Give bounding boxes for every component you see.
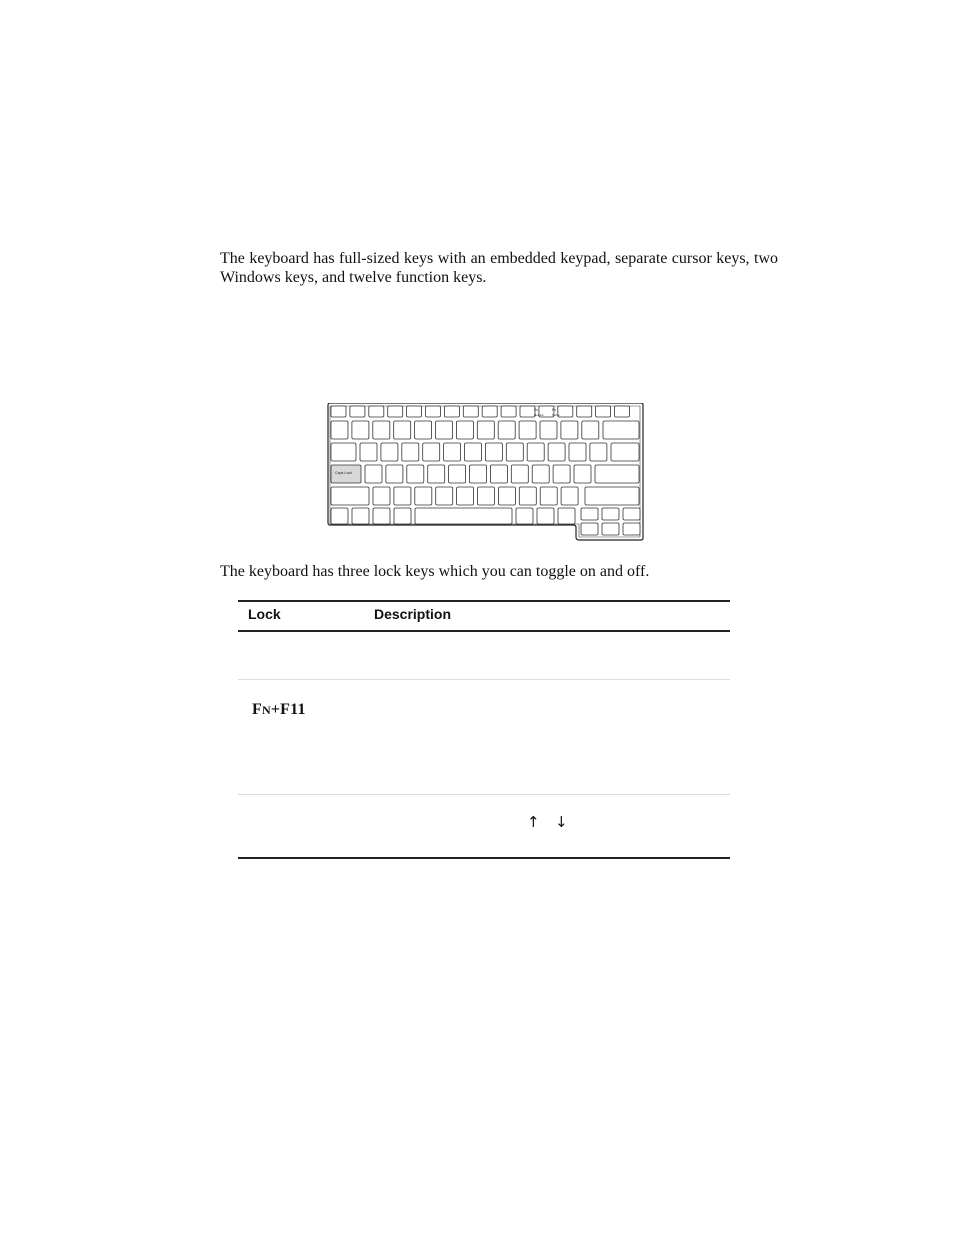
key bbox=[381, 443, 398, 461]
key bbox=[596, 406, 611, 417]
key bbox=[558, 406, 573, 417]
key bbox=[611, 443, 639, 461]
table-bottom-rule bbox=[238, 857, 730, 859]
key bbox=[457, 487, 474, 505]
key bbox=[373, 487, 390, 505]
key bbox=[373, 421, 390, 439]
table-top-rule bbox=[238, 600, 730, 602]
key bbox=[520, 406, 535, 417]
key bbox=[331, 421, 348, 439]
key bbox=[602, 508, 619, 520]
lock-keys-paragraph: The keyboard has three lock keys which you can toggle on and off. bbox=[220, 563, 650, 580]
key bbox=[519, 421, 536, 439]
key bbox=[352, 508, 369, 524]
key bbox=[449, 465, 466, 483]
lock-keys-table bbox=[238, 600, 730, 859]
key bbox=[394, 487, 411, 505]
key bbox=[501, 406, 516, 417]
key bbox=[519, 487, 536, 505]
key bbox=[444, 406, 459, 417]
key bbox=[561, 487, 578, 505]
column-header-lock: Lock bbox=[248, 606, 281, 622]
fn-key-label-2: Fn bbox=[552, 408, 557, 412]
key bbox=[506, 443, 523, 461]
key bbox=[532, 465, 549, 483]
key bbox=[394, 421, 411, 439]
header-bottom-rule bbox=[238, 630, 730, 632]
key bbox=[407, 406, 422, 417]
key bbox=[369, 406, 384, 417]
key bbox=[582, 421, 599, 439]
key bbox=[602, 523, 619, 535]
fn-key-suffix: +F11 bbox=[270, 701, 306, 718]
key bbox=[444, 443, 461, 461]
key bbox=[415, 487, 432, 505]
key bbox=[388, 406, 403, 417]
key bbox=[574, 465, 591, 483]
key bbox=[498, 487, 515, 505]
intro-paragraph: The keyboard has full-sized keys with an embedded keypad, separate cursor keys, two Windows keys, and twelve function keys. bbox=[220, 250, 778, 286]
key bbox=[615, 406, 630, 417]
key bbox=[590, 443, 607, 461]
key bbox=[331, 487, 369, 505]
key bbox=[350, 406, 365, 417]
key bbox=[498, 421, 515, 439]
key bbox=[561, 421, 578, 439]
key bbox=[477, 421, 494, 439]
key bbox=[407, 465, 424, 483]
fn-key-smallcaps: N bbox=[261, 703, 271, 717]
key bbox=[516, 508, 533, 524]
up-arrow-icon: ↑ bbox=[527, 813, 540, 831]
key bbox=[365, 465, 382, 483]
key bbox=[553, 465, 570, 483]
key bbox=[569, 443, 586, 461]
fn-key-label: Fn bbox=[534, 408, 539, 412]
caps-lock-key-label: Caps Lock bbox=[335, 471, 352, 475]
key bbox=[465, 443, 482, 461]
key bbox=[436, 421, 453, 439]
key bbox=[470, 465, 487, 483]
key bbox=[426, 406, 441, 417]
key bbox=[386, 465, 403, 483]
key bbox=[540, 421, 557, 439]
key bbox=[577, 406, 592, 417]
key bbox=[548, 443, 565, 461]
column-header-description: Description bbox=[374, 606, 452, 622]
down-arrow-icon: ↓ bbox=[555, 813, 568, 831]
key bbox=[482, 406, 497, 417]
key bbox=[623, 508, 640, 520]
key bbox=[595, 465, 639, 483]
fn-key-prefix: F bbox=[252, 701, 262, 718]
key bbox=[331, 406, 346, 417]
key bbox=[540, 487, 557, 505]
key bbox=[558, 508, 575, 524]
key bbox=[352, 421, 369, 439]
fn-f11-key-combo bbox=[252, 700, 306, 720]
scroll-lock-key-label: ScrLk bbox=[552, 413, 560, 417]
key bbox=[485, 443, 502, 461]
key bbox=[428, 465, 445, 483]
key bbox=[415, 508, 512, 524]
key bbox=[423, 443, 440, 461]
key bbox=[394, 508, 411, 524]
key bbox=[537, 508, 554, 524]
key bbox=[581, 508, 598, 520]
key bbox=[360, 443, 377, 461]
key bbox=[490, 465, 507, 483]
key bbox=[585, 487, 639, 505]
key bbox=[331, 508, 348, 524]
key bbox=[456, 421, 473, 439]
key bbox=[373, 508, 390, 524]
key bbox=[603, 421, 639, 439]
key bbox=[331, 443, 356, 461]
key bbox=[581, 523, 598, 535]
key bbox=[511, 465, 528, 483]
key bbox=[478, 487, 495, 505]
keyboard-illustration bbox=[325, 403, 645, 541]
row-divider bbox=[238, 794, 730, 795]
key bbox=[402, 443, 419, 461]
key bbox=[527, 443, 544, 461]
numlock-key-label: NumLk bbox=[534, 413, 544, 417]
key bbox=[436, 487, 453, 505]
row-divider bbox=[238, 679, 730, 680]
key bbox=[463, 406, 478, 417]
key bbox=[415, 421, 432, 439]
key bbox=[623, 523, 640, 535]
